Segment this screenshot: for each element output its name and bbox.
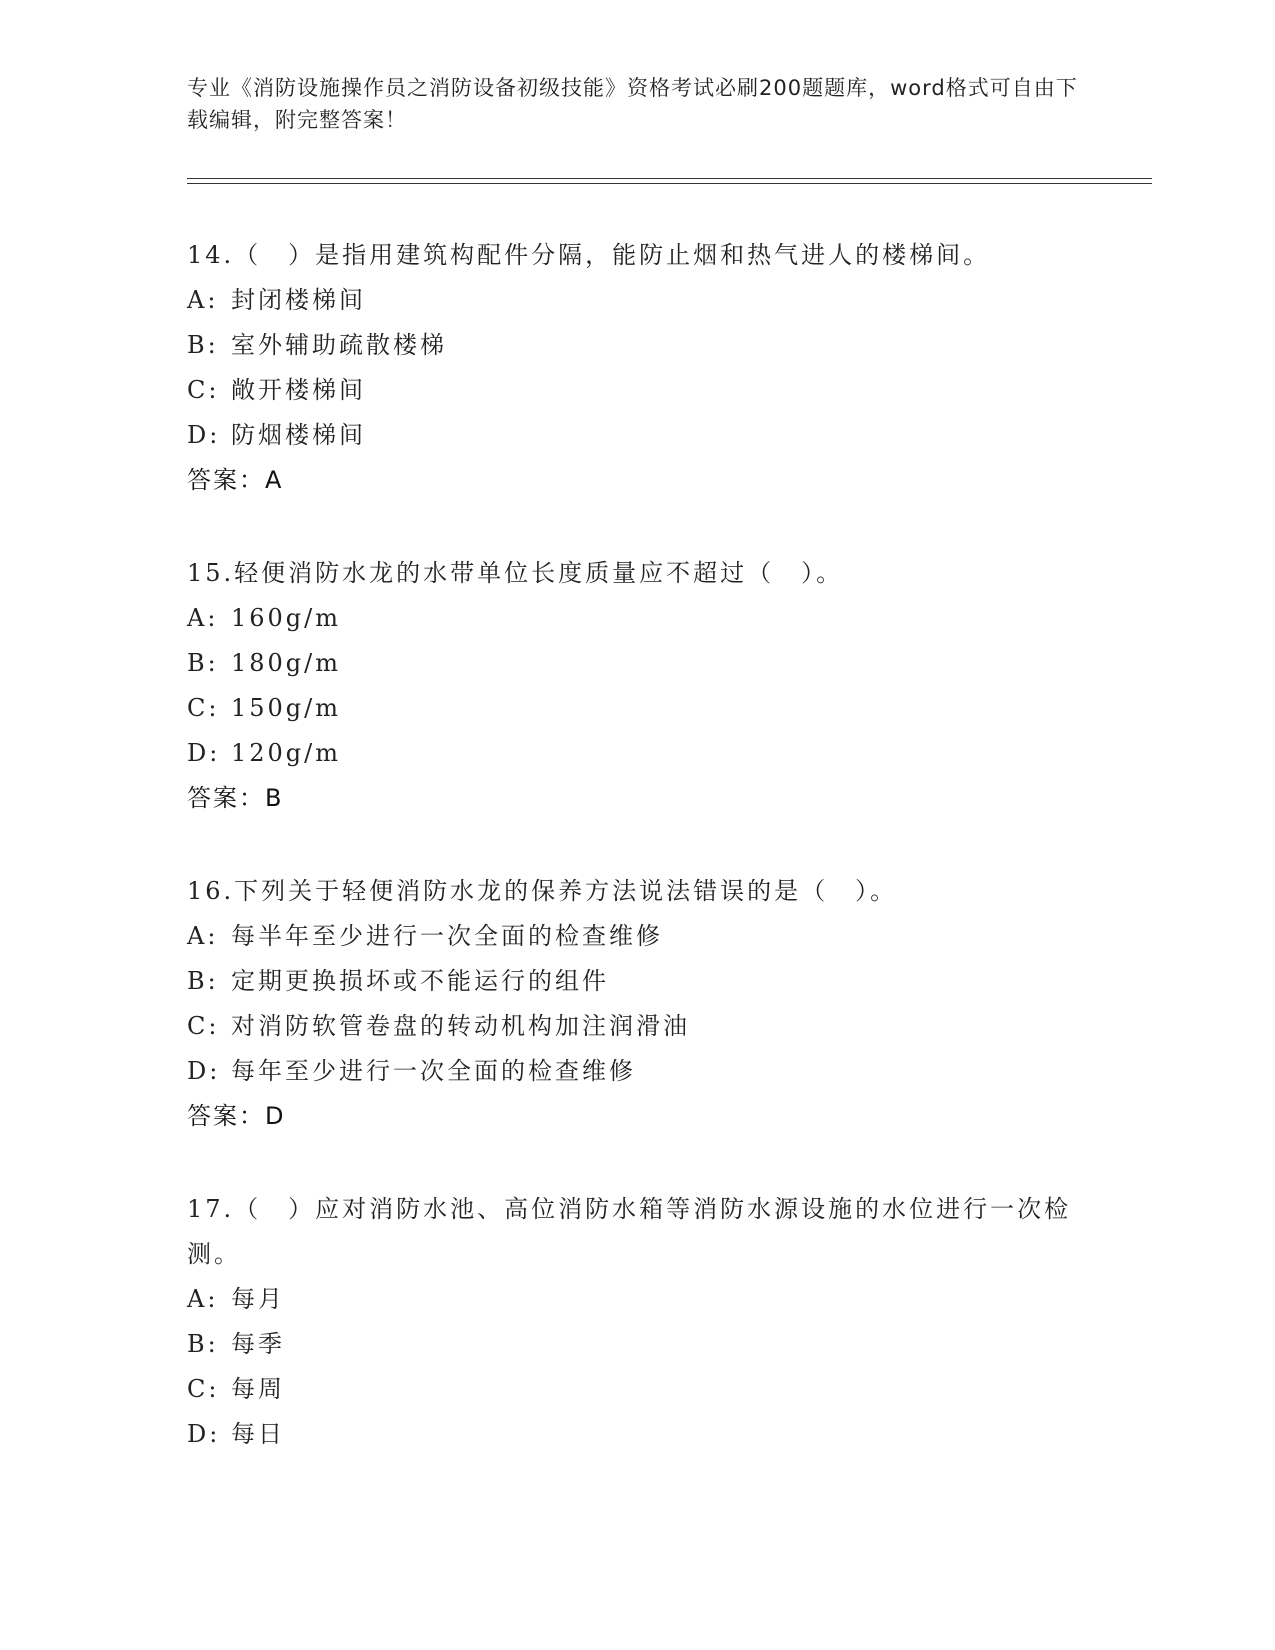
answer-text: 答案：D — [187, 1102, 286, 1130]
document-header: 专业《消防设施操作员之消防设备初级技能》资格考试必刷200题题库，word格式可自由下载编辑，附完整答案！ — [187, 76, 1078, 132]
option-key: D: — [187, 1420, 221, 1448]
option-b — [187, 323, 1087, 368]
option-c — [187, 368, 1087, 413]
option-text: 敞开楼梯间 — [231, 376, 366, 404]
option-text: 室外辅助疏散楼梯 — [231, 331, 447, 359]
question-14 — [187, 233, 1087, 503]
option-text: 120g/m — [231, 739, 342, 767]
header-divider-top — [187, 178, 1152, 179]
option-c — [187, 1367, 1087, 1412]
option-key: B: — [187, 331, 219, 359]
option-key: D: — [187, 739, 221, 767]
option-text: 封闭楼梯间 — [231, 286, 366, 314]
option-key: C: — [187, 1375, 220, 1403]
option-text: 150g/m — [231, 694, 342, 722]
option-b — [187, 959, 1087, 1004]
option-text: 每季 — [231, 1330, 285, 1358]
question-16 — [187, 869, 1087, 1139]
option-text: 180g/m — [231, 649, 342, 677]
option-key: A: — [187, 286, 219, 314]
option-d — [187, 1049, 1087, 1094]
option-key: C: — [187, 376, 220, 404]
option-key: C: — [187, 694, 220, 722]
question-17 — [187, 1187, 1087, 1457]
option-a — [187, 278, 1087, 323]
option-text: 每周 — [231, 1375, 285, 1403]
option-text: 每年至少进行一次全面的检查维修 — [231, 1057, 636, 1085]
option-key: A: — [187, 922, 219, 950]
option-c — [187, 686, 1087, 731]
option-key: A: — [187, 604, 219, 632]
option-key: D: — [187, 421, 221, 449]
header-divider-bottom — [187, 183, 1152, 184]
option-b — [187, 1322, 1087, 1367]
question-stem: 14.（ ）是指用建筑构配件分隔，能防止烟和热气进人的楼梯间。 — [187, 241, 991, 269]
option-text: 对消防软管卷盘的转动机构加注润滑油 — [231, 1012, 690, 1040]
option-key: D: — [187, 1057, 221, 1085]
option-b — [187, 641, 1087, 686]
option-key: A: — [187, 1285, 219, 1313]
question-stem: 17.（ ）应对消防水池、高位消防水箱等消防水源设施的水位进行一次检测。 — [187, 1195, 1072, 1268]
option-d — [187, 413, 1087, 458]
option-c — [187, 1004, 1087, 1049]
option-text: 160g/m — [231, 604, 342, 632]
option-text: 定期更换损坏或不能运行的组件 — [231, 967, 609, 995]
option-key: B: — [187, 649, 219, 677]
option-key: C: — [187, 1012, 220, 1040]
question-stem: 15.轻便消防水龙的水带单位长度质量应不超过（ ）。 — [187, 559, 844, 587]
question-15 — [187, 551, 1087, 821]
option-a — [187, 1277, 1087, 1322]
option-key: B: — [187, 1330, 219, 1358]
option-d — [187, 731, 1087, 776]
option-text: 防烟楼梯间 — [231, 421, 366, 449]
option-text: 每半年至少进行一次全面的检查维修 — [231, 922, 663, 950]
option-a — [187, 596, 1087, 641]
option-key: B: — [187, 967, 219, 995]
option-text: 每日 — [231, 1420, 285, 1448]
question-stem: 16.下列关于轻便消防水龙的保养方法说法错误的是（ ）。 — [187, 877, 898, 905]
option-a — [187, 914, 1087, 959]
answer-text: 答案：A — [187, 466, 284, 494]
option-d — [187, 1412, 1087, 1457]
option-text: 每月 — [231, 1285, 285, 1313]
answer-text: 答案：B — [187, 784, 284, 812]
